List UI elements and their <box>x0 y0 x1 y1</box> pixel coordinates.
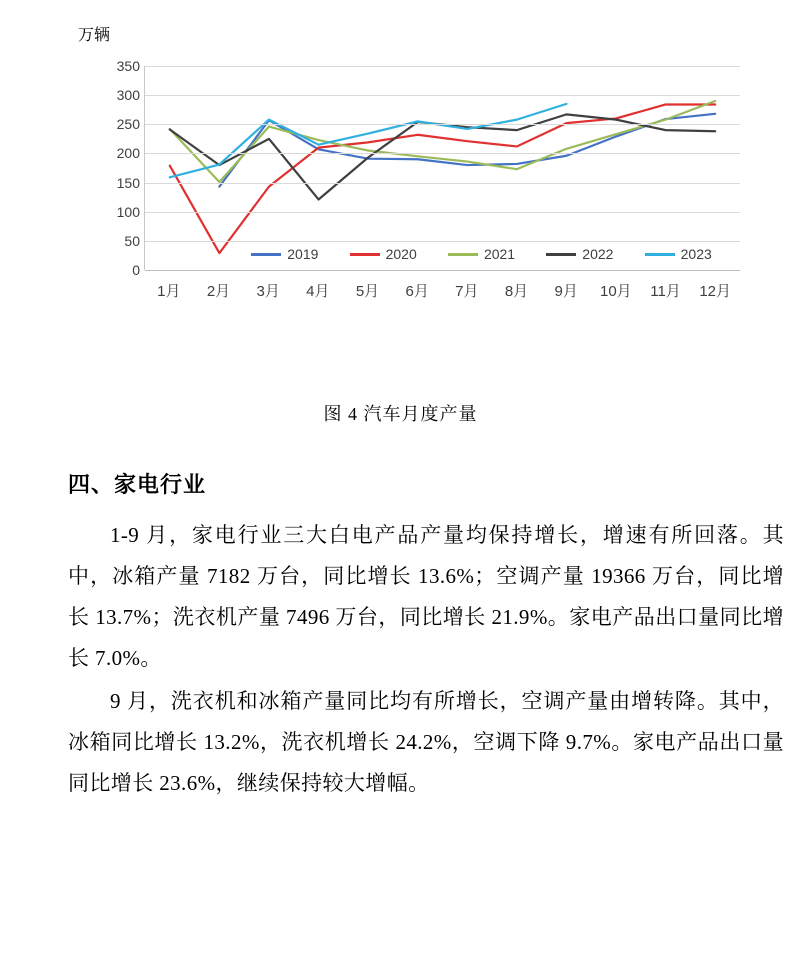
legend-swatch-icon <box>350 253 380 256</box>
x-tick-label: 8月 <box>504 283 529 300</box>
gridline <box>145 270 740 271</box>
y-tick-label: 250 <box>116 116 140 133</box>
x-tick-label: 10月 <box>599 283 632 300</box>
x-tick-label: 3月 <box>256 283 280 300</box>
y-tick-label: 200 <box>116 145 140 162</box>
legend-swatch-icon <box>645 253 675 256</box>
gridline <box>145 66 740 67</box>
chart-series-canvas <box>145 66 740 270</box>
legend-label: 2023 <box>680 246 712 262</box>
gridline <box>145 241 740 242</box>
legend-label: 2022 <box>582 246 614 262</box>
figure-caption: 图 4 汽车月度产量 <box>323 404 478 424</box>
y-tick-label: 0 <box>132 262 140 278</box>
legend-swatch-icon <box>251 253 281 256</box>
gridline <box>145 95 740 96</box>
document-body <box>68 468 784 806</box>
series-line-2022 <box>170 114 715 199</box>
section-heading: 四、家电行业 <box>68 472 207 497</box>
series-line-2023 <box>170 104 567 177</box>
gridline <box>145 124 740 125</box>
x-axis-tick-labels <box>144 280 740 306</box>
chart-figure <box>0 0 801 440</box>
x-tick-label: 4月 <box>306 283 330 300</box>
gridline <box>145 183 740 184</box>
x-tick-label: 7月 <box>455 283 479 300</box>
x-tick-label: 1月 <box>157 283 181 300</box>
y-tick-label: 150 <box>116 174 140 191</box>
legend-label: 2020 <box>385 246 417 262</box>
chart-legend <box>144 246 740 266</box>
legend-item-2023[interactable] <box>645 246 712 262</box>
x-tick-label: 6月 <box>405 283 429 300</box>
x-tick-label: 12月 <box>699 283 731 300</box>
legend-swatch-icon <box>448 253 478 256</box>
legend-label: 2019 <box>287 246 319 262</box>
legend-item-2020[interactable] <box>350 246 417 262</box>
x-tick-label: 11月 <box>650 283 681 300</box>
y-tick-label: 50 <box>124 232 140 249</box>
y-tick-label: 350 <box>116 58 140 74</box>
y-tick-label: 300 <box>116 87 140 104</box>
gridline <box>145 212 740 213</box>
y-axis-tick-labels <box>110 58 140 278</box>
paragraph-2: 9 月，洗衣机和冰箱产量同比均有所增长，空调产量由增转降。其中，冰箱同比增长 13.2%，洗衣机增长 24.2%，空调下降 9.7%。家电产品出口量同比增长 23.6%，继续保持较大增幅。 <box>68 689 784 795</box>
paragraph-1: 1-9 月，家电行业三大白电产品产量均保持增长，增速有所回落。其中，冰箱产量 7182 万台，同比增长 13.6%；空调产量 19366 万台，同比增长 13.7%；洗衣机产量 7496 万台，同比增长 21.9%。家电产品出口量同比增长 7.0%。 <box>68 523 784 670</box>
gridline <box>145 153 740 154</box>
x-tick-label: 2月 <box>206 283 231 300</box>
chart-plot-wrapper <box>110 58 740 328</box>
y-tick-label: 100 <box>116 203 140 220</box>
x-tick-label: 5月 <box>355 283 380 300</box>
legend-item-2019[interactable] <box>251 246 318 262</box>
legend-item-2021[interactable] <box>448 246 515 262</box>
y-axis-unit-label: 万辆 <box>78 27 111 44</box>
legend-swatch-icon <box>546 253 576 256</box>
legend-item-2022[interactable] <box>546 246 613 262</box>
series-line-2020 <box>170 104 715 253</box>
plot-area <box>144 66 740 270</box>
x-tick-label: 9月 <box>554 283 578 300</box>
legend-label: 2021 <box>483 246 516 262</box>
